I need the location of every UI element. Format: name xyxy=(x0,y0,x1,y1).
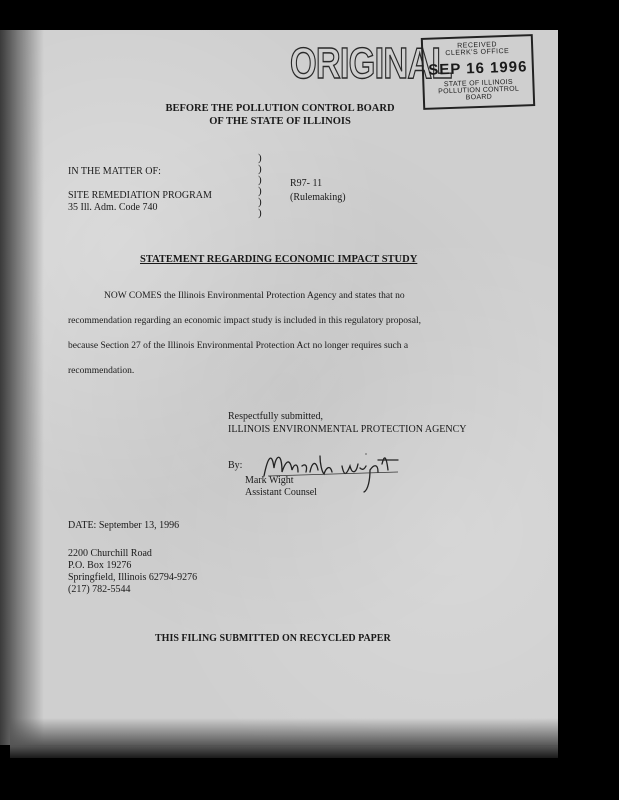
closing-respectfully: Respectfully submitted, xyxy=(228,411,323,422)
date-line: DATE: September 13, 1996 xyxy=(68,520,180,531)
caption-program: SITE REMEDIATION PROGRAM xyxy=(68,190,212,201)
body-line4: recommendation. xyxy=(68,366,135,376)
received-stamp-line1: RECEIVED xyxy=(457,41,498,50)
received-stamp-line5: POLLUTION CONTROL BOARD xyxy=(438,85,520,102)
received-stamp-date: SEP 16 1996 xyxy=(428,58,528,79)
header-line1: BEFORE THE POLLUTION CONTROL BOARD xyxy=(165,103,395,114)
closing-agency: ILLINOIS ENVIRONMENTAL PROTECTION AGENCY xyxy=(228,424,467,435)
page-bottom-shadow xyxy=(10,718,558,758)
body-line2: recommendation regarding an economic impact study is included in this regulatory proposal, xyxy=(68,316,421,326)
original-stamp: ORIGINAL xyxy=(290,39,452,88)
closing-title: Assistant Counsel xyxy=(245,487,317,498)
address-line1: 2200 Churchill Road xyxy=(68,548,152,559)
caption-code: 35 Ill. Adm. Code 740 xyxy=(68,202,158,213)
received-stamp-line2: CLERK'S OFFICE xyxy=(445,47,510,58)
address-line3: Springfield, Illinois 62794-9276 xyxy=(68,572,198,583)
address-line2: P.O. Box 19276 xyxy=(68,560,132,571)
footer-note: THIS FILING SUBMITTED ON RECYCLED PAPER xyxy=(155,633,391,644)
document-heading: STATEMENT REGARDING ECONOMIC IMPACT STUDY xyxy=(140,254,418,265)
page-edge-shadow xyxy=(0,30,44,745)
body-line3: because Section 27 of the Illinois Environmental Protection Act no longer requires such a xyxy=(68,341,409,351)
header-line2: OF THE STATE OF ILLINOIS xyxy=(209,116,351,127)
address-line4: (217) 782-5544 xyxy=(68,584,131,595)
closing-by: By: xyxy=(228,460,243,471)
received-stamp-line4: STATE OF ILLINOIS xyxy=(443,78,514,89)
caption-type: (Rulemaking) xyxy=(290,192,346,203)
caption-matter: IN THE MATTER OF: xyxy=(68,166,161,177)
caption-bracket: ) ) ) ) ) ) xyxy=(258,152,262,219)
received-stamp xyxy=(421,34,535,110)
caption-docket: R97- 11 xyxy=(290,178,323,189)
body-line1: NOW COMES the Illinois Environmental Protection Agency and states that no xyxy=(104,291,405,301)
closing-name: Mark Wight xyxy=(245,475,294,486)
